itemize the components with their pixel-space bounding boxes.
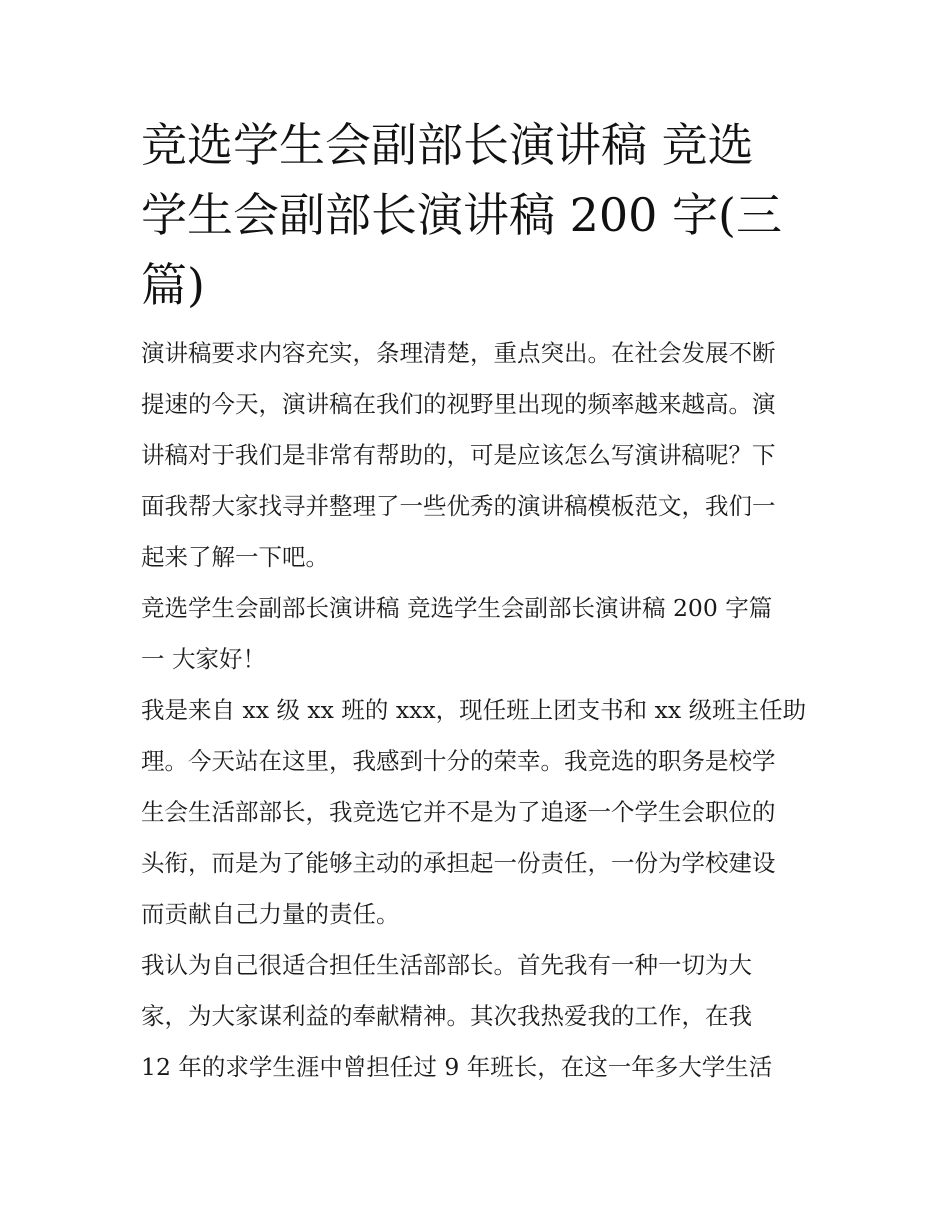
document-title xyxy=(141,110,813,320)
body-line: 生会生活部部长，我竞选它并不是为了追逐一个学生会职位的 xyxy=(141,798,776,826)
body-line: 12 年的求学生涯中曾担任过 9 年班长，在这一年多大学生活 xyxy=(141,1053,773,1081)
body-line: 我认为自己很适合担任生活部部长。首先我有一种一切为大 xyxy=(141,951,752,979)
body-line: 起来了解一下吧。 xyxy=(141,543,329,571)
body-line: 面我帮大家找寻并整理了一些优秀的演讲稿模板范文，我们一 xyxy=(141,492,776,520)
body-line: 我是来自 xx 级 xx 班的 xxx，现任班上团支书和 xx 级班主任助 xyxy=(141,696,807,724)
body-line: 头衔，而是为了能够主动的承担起一份责任，一份为学校建设 xyxy=(141,849,776,877)
body-line: 而贡献自己力量的责任。 xyxy=(141,900,400,928)
body-line: 竞选学生会副部长演讲稿 竞选学生会副部长演讲稿 200 字篇 xyxy=(141,594,773,622)
document-page xyxy=(141,110,813,1093)
title-line: 篇) xyxy=(141,258,205,312)
body-line: 理。今天站在这里，我感到十分的荣幸。我竞选的职务是校学 xyxy=(141,747,776,775)
document-body xyxy=(141,328,813,1093)
title-line: 学生会副部长演讲稿 200 字(三 xyxy=(141,188,782,242)
title-line: 竞选学生会副部长演讲稿 竞选 xyxy=(141,118,754,172)
body-line: 演讲稿要求内容充实，条理清楚，重点突出。在社会发展不断 xyxy=(141,339,776,367)
body-line: 一 大家好！ xyxy=(141,645,266,673)
body-line: 讲稿对于我们是非常有帮助的，可是应该怎么写演讲稿呢？下 xyxy=(141,441,776,469)
body-line: 家，为大家谋利益的奉献精神。其次我热爱我的工作，在我 xyxy=(141,1002,752,1030)
body-line: 提速的今天，演讲稿在我们的视野里出现的频率越来越高。演 xyxy=(141,390,776,418)
